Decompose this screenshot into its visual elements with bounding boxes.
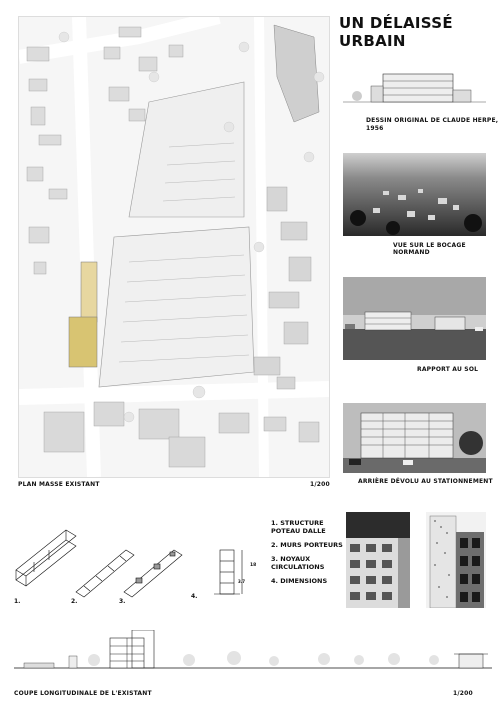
diagram-label-4: 4. — [191, 593, 198, 600]
plan-label: PLAN MASSE EXISTANT — [18, 481, 100, 488]
section-label: COUPE LONGITUDINALE DE L'EXISTANT — [14, 690, 152, 697]
aerial-photo — [343, 153, 486, 236]
legend-item-4: 4. DIMENSIONS — [271, 577, 328, 585]
diagram-label-3: 3. — [119, 598, 126, 605]
legend-item-3b: CIRCULATIONS — [271, 563, 325, 571]
structure-legend — [271, 519, 351, 585]
legend-item-2: 2. MURS PORTEURS — [271, 541, 343, 549]
legend-item-3a: 3. NOYAUX — [271, 555, 311, 563]
dimension-18: 18 — [250, 563, 257, 568]
legend-item-1b: POTEAU DALLE — [271, 527, 326, 535]
section-scale: 1/200 — [453, 690, 473, 697]
photo2-caption: VUE SUR LE BOCAGE NORMAND — [393, 242, 466, 256]
facade-photo-2 — [426, 512, 486, 608]
page-title: UN DÉLAISSÉ URBAIN — [339, 14, 453, 50]
dimension-37: 3.7 — [238, 579, 246, 584]
ground-photo — [343, 277, 486, 360]
photo3-caption: RAPPORT AU SOL — [417, 366, 479, 373]
rear-photo — [343, 403, 486, 473]
facade-photo-1 — [346, 512, 410, 608]
plan-scale: 1/200 — [310, 481, 330, 488]
photo4-caption: ARRIÈRE DÉVOLU AU STATIONNEMENT — [358, 478, 493, 485]
legend-item-1a: 1. STRUCTURE — [271, 519, 324, 527]
diagram-label-2: 2. — [71, 598, 78, 605]
photo1-caption-line1: DESSIN ORIGINAL DE CLAUDE HERPE, — [366, 117, 499, 124]
site-plan — [18, 16, 330, 478]
photo1-caption-line2: 1956 — [366, 125, 384, 132]
longitudinal-section — [14, 630, 492, 676]
elevation-drawing — [343, 66, 486, 108]
structure-diagrams — [14, 520, 257, 610]
diagram-label-1: 1. — [14, 598, 21, 605]
